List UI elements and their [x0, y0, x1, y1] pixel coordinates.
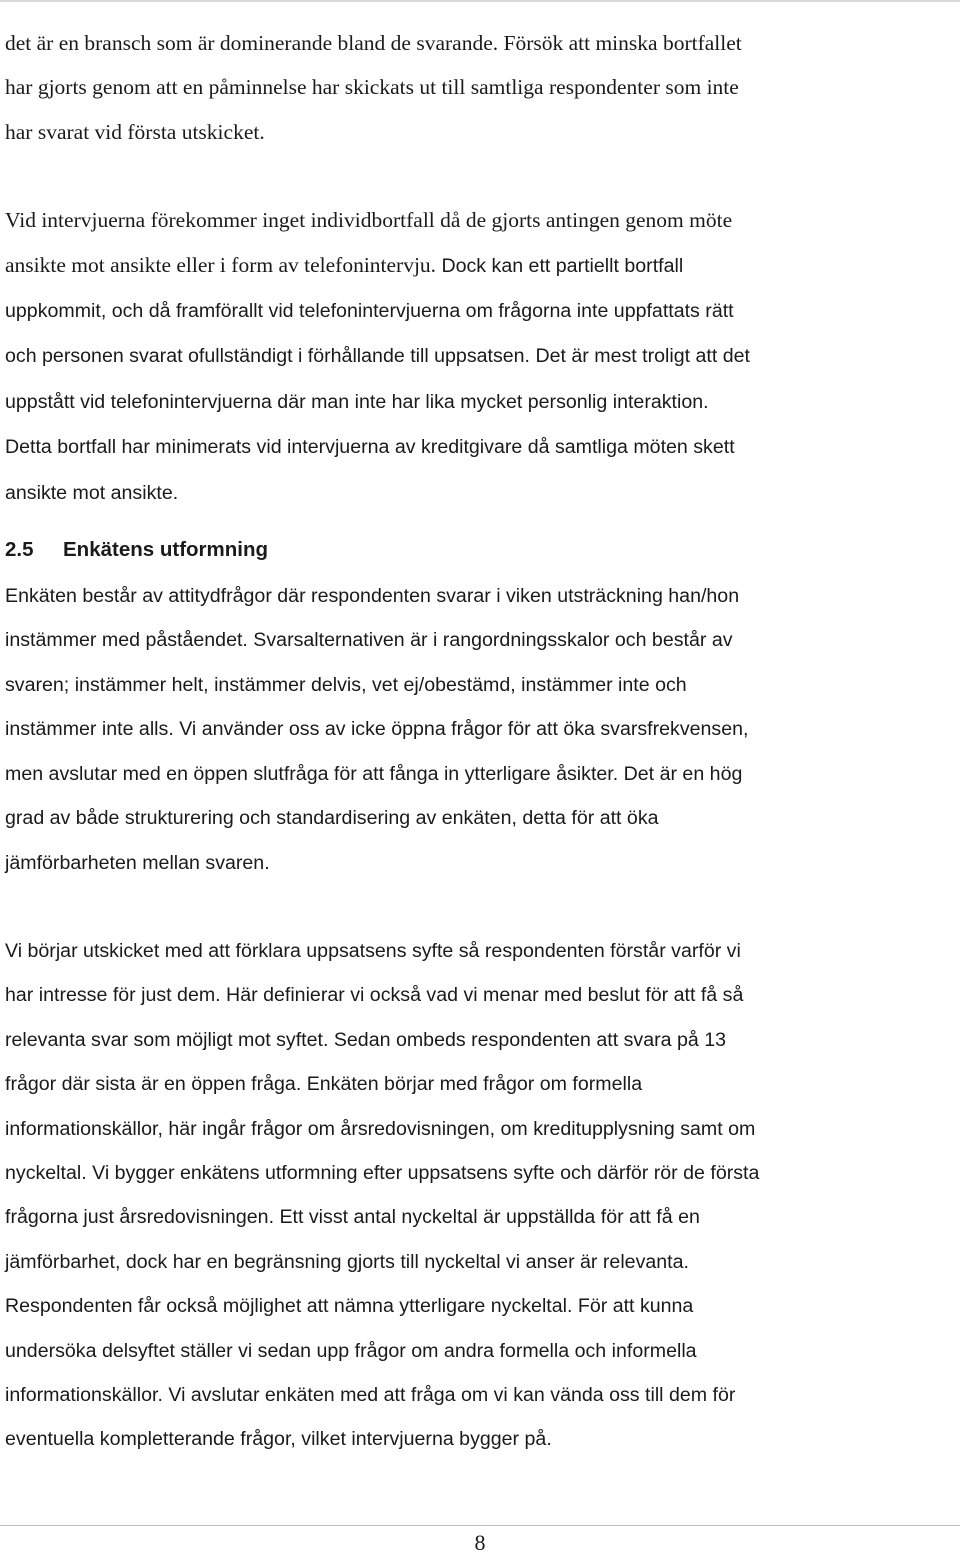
page-number: 8 — [474, 1530, 486, 1555]
paragraph-gap — [5, 885, 955, 929]
paragraph-utskick: Vi börjar utskicket med att förklara uppsatsens syfte så respondenten förstår varför vi har intresse för just dem. Här definierar vi också vad vi menar med beslut för att få så relevanta svar som möjligt mot syftet. Sedan ombeds respondenten att svara på 13 frågor där sista är en öppen fråga. Enkäten börjar med frågor om formella informationskällor, här ingår frågor om årsredovisningen, om kreditupplysning samt om nyckeltal. Vi bygger enkätens utformning efter uppsatsens syfte och därför rör de första frågorna just årsredovisningen. Ett visst antal nyckeltal är uppställda för att få en jämförbarhet, dock har en begränsning gjorts till nyckeltal vi anser är relevanta. Respondenten får också möjlighet att nämna ytterligare nyckeltal. För att kunna undersöka delsyftet ställer vi sedan upp frågor om andra formella och informella informationskällor. Vi avslutar enkäten med att fråga om vi kan vända oss till dem för eventuella kompletterande frågor, vilket intervjuerna bygger på. — [5, 939, 760, 1451]
paragraph-bortfall-intervju-part2: Dock kan ett partiellt bortfall uppkommit, och då framförallt vid telefonintervjuerna om frågorna inte uppfattats rätt och personen svarat ofullständigt i förhållande till uppsatsen. Det är mest troligt att det uppstått vid telefonintervjuerna där man inte har lika mycket personlig interaktion. Detta bortfall har minimerats vid intervjuerna av kreditgivare då samtliga möten skett ansikte mot ansikte. — [5, 254, 750, 504]
paragraph-bortfall-enkat: det är en bransch som är dominerande bland de svarande. Försök att minska bortfallet har gjorts genom att en påminnelse har skickats ut till samtliga respondenter som inte har svarat vid första utskicket. — [5, 31, 742, 144]
section-number: 2.5 — [5, 538, 34, 562]
footer-rule — [0, 1525, 960, 1526]
top-rule — [0, 0, 960, 2]
section-title: Enkätens utformning — [63, 538, 269, 562]
paragraph-gap — [5, 154, 955, 198]
section-heading — [5, 530, 955, 570]
paragraph-bortfall-intervju-part1: Vid intervjuerna förekommer inget individbortfall då de gjorts antingen genom möte ansikte mot ansikte eller i form av telefonintervju. — [5, 208, 733, 277]
paragraph-enkat-utformning: Enkäten består av attitydfrågor där respondenten svarar i viken utsträckning han/hon instämmer med påståendet. Svarsalternativen är i rangordningsskalor och består av svaren; instämmer helt, instämmer delvis, vet ej/obestämd, instämmer inte och instämmer inte alls. Vi använder oss av icke öppna frågor för att öka svarsfrekvensen, men avslutar med en öppen slutfråga för att fånga in ytterligare åsikter. Det är en hög grad av både strukturering och standardisering av enkäten, detta för att öka jämförbarheten mellan svaren. — [5, 585, 749, 874]
paragraph-bortfall-intervju — [5, 198, 955, 515]
document-page — [5, 21, 955, 1462]
